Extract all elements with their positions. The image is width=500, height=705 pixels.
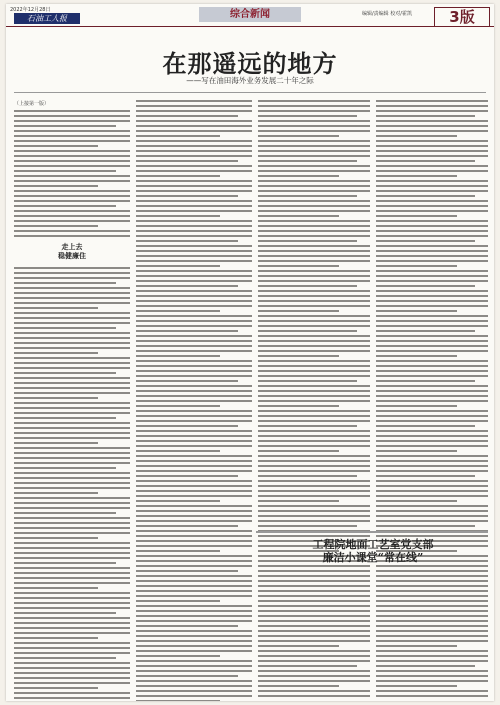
editors-credit: 编辑/责编辑 校对/霍凯 xyxy=(362,11,412,17)
paper-logo: 石油工人报 xyxy=(14,13,80,24)
article-column-1 xyxy=(14,100,130,701)
main-headline: 在那遥远的地方 xyxy=(162,49,338,78)
headline-divider xyxy=(14,92,486,93)
page-number: 3版 xyxy=(434,7,490,27)
main-subheadline: ——写在油田海外业务发展二十年之际 xyxy=(186,76,314,85)
issue-date: 2022年12月28日 xyxy=(10,7,51,13)
newspaper-page xyxy=(6,4,494,701)
article-byline: （上接第一版） xyxy=(14,101,50,107)
article-2-column-2 xyxy=(376,570,488,700)
article-2-headline: 工程院地面工艺室党支部 廉洁小课堂“常在线” xyxy=(312,538,434,564)
section-title: 综合新闻 xyxy=(199,7,301,22)
masthead xyxy=(6,4,494,27)
article-2-top-rule xyxy=(256,531,488,533)
article-2-column-1 xyxy=(258,570,370,700)
article-subtitle: 走上去 稳健廉住 xyxy=(58,243,86,260)
article-column-2 xyxy=(136,100,252,701)
